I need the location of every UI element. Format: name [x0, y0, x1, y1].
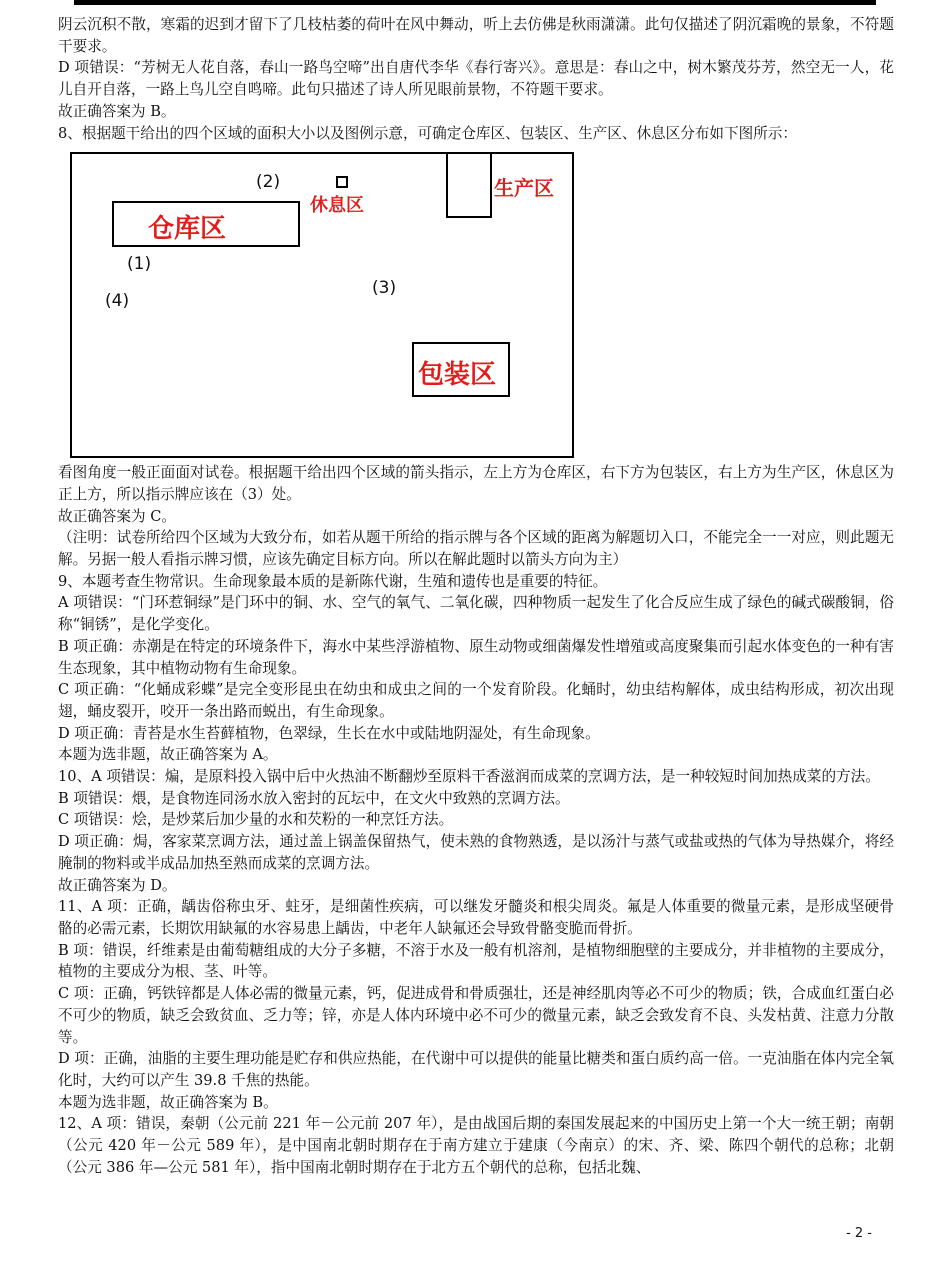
paragraph: D 项错误：“芳树无人花自落，春山一路鸟空啼”出自唐代李华《春行寄兴》。意思是：春山之中，树木繁茂芬芳，然空无一人，花儿自开自落，一路上鸟儿空自鸣啼。此句只描述了诗人所见眼前景物，不符题干要求。	[58, 59, 894, 99]
paragraph: 故正确答案为 C。	[58, 507, 176, 525]
marker-1: (1)	[127, 254, 152, 275]
paragraph: D 项：正确，油脂的主要生理功能是贮存和供应热能，在代谢中可以提供的能量比糖类和蛋白质约高一倍。一克油脂在体内完全氧化时，大约可以产生 39.8 千焦的热能。	[58, 1050, 894, 1089]
paragraph: 11、A 项：正确，龋齿俗称虫牙、蛀牙，是细菌性疾病，可以继发牙髓炎和根尖周炎。氟是人体重要的微量元素，是形成坚硬骨骼的必需元素，长期饮用缺氟的水容易患上龋齿，中老年人缺氟还会导致骨骼变脆而骨折。	[58, 898, 894, 937]
area-layout-figure	[70, 152, 574, 458]
paragraph: 故正确答案为 B。	[58, 102, 176, 120]
marker-4: (4)	[105, 291, 130, 312]
paragraph: 8、根据题干给出的四个区域的面积大小以及图例示意，可确定仓库区、包装区、生产区、休息区分布如下图所示：	[58, 124, 797, 142]
marker-3: (3)	[372, 278, 397, 299]
paragraph: B 项正确：赤潮是在特定的环境条件下，海水中某些浮游植物、原生动物或细菌爆发性增殖或高度聚集而引起水体变色的一种有害生态现象，其中植物动物有生命现象。	[58, 637, 894, 677]
paragraph: 12、A 项：错误，秦朝（公元前 221 年－公元前 207 年），是由战国后期的秦国发展起来的中国历史上第一个大一统王朝；南朝（公元 420 年－公元 589 年），是中国南北朝时期存在于南方建立于建康（今南京）的宋、齐、梁、陈四个朝代的总称；北朝（公元 386 年—公元 581 年），指中国南北朝时期存在于北方五个朝代的总称，包括北魏、	[58, 1115, 894, 1176]
paragraph: 10、A 项错误：煸，是原料投入锅中后中火热油不断翻炒至原料干香滋润而成菜的烹调方法，是一种较短时间加热成菜的方法。	[58, 768, 880, 786]
rest-label: 休息区	[310, 195, 364, 217]
packaging-label: 包装区	[418, 360, 497, 391]
paragraph: 故正确答案为 D。	[58, 876, 177, 894]
paragraph: D 项正确：焗，客家菜烹调方法，通过盖上锅盖保留热气，使未熟的食物熟透，是以汤汁与蒸气或盐或热的气体为导热媒介，将经腌制的物料或半成品加热至熟而成菜的烹调方法。	[58, 833, 894, 872]
production-label: 生产区	[494, 176, 554, 201]
header-rule	[74, 0, 876, 5]
paragraph: （注明：试卷所给四个区域为大致分布，如若从题干所给的指示牌与各个区域的距离为解题切入口，不能完全一一对应，则此题无解。另据一般人看指示牌习惯，应该先确定目标方向。所以在解此题时以箭头方向为主）	[58, 529, 894, 569]
paragraph: 本题为选非题，故正确答案为 A。	[58, 746, 278, 764]
paragraph: B 项：错误，纤维素是由葡萄糖组成的大分子多糖，不溶于水及一般有机溶剂，是植物细胞壁的主要成分，并非植物的主要成分，植物的主要成分为根、茎、叶等。	[58, 941, 894, 981]
paragraph: C 项正确：“化蛹成彩蝶”是完全变形昆虫在幼虫和成虫之间的一个发育阶段。化蛹时，幼虫结构解体，成虫结构形成，初次出现翅，蛹皮裂开，咬开一条出路而蜕出，有生命现象。	[58, 681, 894, 720]
paragraph: B 项错误：煨，是食物连同汤水放入密封的瓦坛中，在文火中致熟的烹调方法。	[58, 789, 570, 807]
paragraph: 阴云沉积不散，寒霜的迟到才留下了几枝枯萎的荷叶在风中舞动，听上去仿佛是秋雨潇潇。此句仅描述了阴沉霜晚的景象，不符题干要求。	[58, 16, 894, 55]
paragraph: C 项：正确，钙铁锌都是人体必需的微量元素，钙，促进成骨和骨质强壮，还是神经肌肉等必不可少的物质；铁，合成血红蛋白必不可少的物质，缺乏会致贫血、乏力等；锌，亦是人体内环境中必不可少的微量元素，缺乏会致发育不良、头发枯黄、注意力分散等。	[58, 985, 894, 1046]
document-page	[58, 14, 894, 1178]
production-zone-box	[446, 154, 492, 218]
paragraph: 本题为选非题，故正确答案为 B。	[58, 1093, 278, 1111]
paragraph: A 项错误：“门环惹铜绿”是门环中的铜、水、空气的氧气、二氧化碳，四种物质一起发生了化合反应生成了绿色的碱式碳酸铜，俗称“铜锈”，是化学变化。	[58, 594, 894, 634]
marker-2: (2)	[256, 172, 281, 193]
warehouse-label: 仓库区	[148, 214, 227, 245]
page-number: - 2 -	[846, 1226, 872, 1241]
paragraph: 看图角度一般正面面对试卷。根据题干给出四个区域的箭头指示，左上方为仓库区，右下方为包装区，右上方为生产区，休息区为正上方，所以指示牌应该在（3）处。	[58, 464, 894, 503]
paragraph: D 项正确：青苔是水生苔藓植物，色翠绿，生长在水中或陆地阴湿处，有生命现象。	[58, 724, 600, 742]
paragraph: 9、本题考查生物常识。生命现象最本质的是新陈代谢，生殖和遗传也是重要的特征。	[58, 572, 608, 590]
paragraph: C 项错误：烩，是炒菜后加少量的水和芡粉的一种烹饪方法。	[58, 811, 454, 829]
rest-zone-box	[336, 176, 348, 188]
